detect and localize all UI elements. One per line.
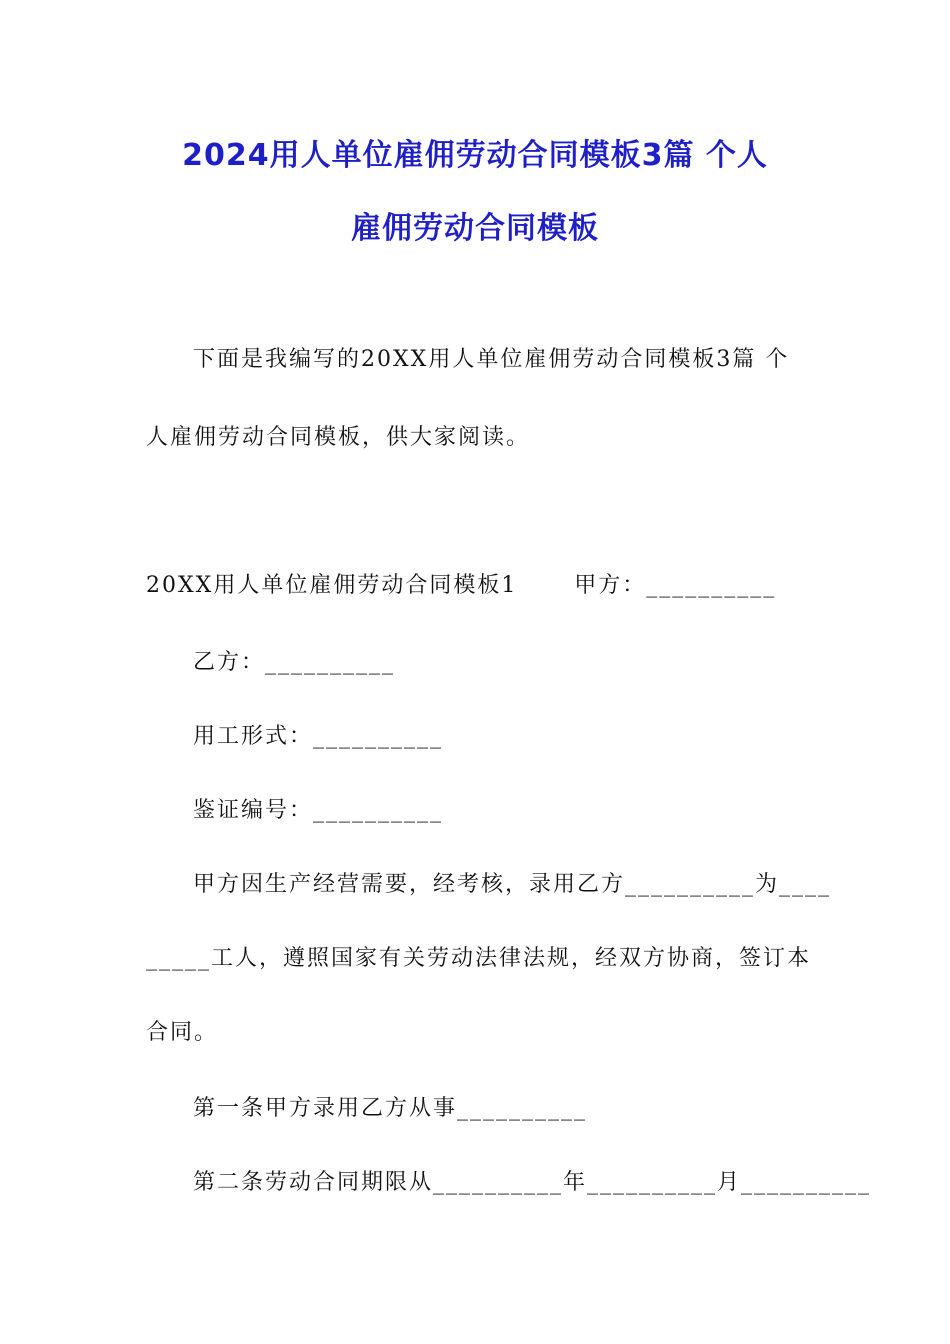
intro-line-1: 下面是我编写的20XX用人单位雇佣劳动合同模板3篇 个 — [193, 347, 790, 372]
paragraph-line-1: 甲方因生产经营需要，经考核，录用乙方__________为____ — [193, 872, 832, 897]
paragraph-line-2: _____工人，遵照国家有关劳动法律法规，经双方协商，签订本 — [146, 946, 812, 971]
document-title-line-2: 雇佣劳动合同模板 — [351, 211, 599, 246]
section-1-heading: 20XX用人单位雇佣劳动合同模板1 甲方：__________ — [146, 573, 777, 598]
document-title-line-1: 2024用人单位雇佣劳动合同模板3篇 个人 — [182, 138, 768, 173]
intro-line-2: 人雇佣劳动合同模板，供大家阅读。 — [146, 425, 531, 450]
paragraph-line-3: 合同。 — [146, 1020, 219, 1045]
article-1-line: 第一条甲方录用乙方从事__________ — [193, 1096, 588, 1121]
employment-form-line: 用工形式：__________ — [193, 724, 444, 749]
certification-number-line: 鉴证编号：__________ — [193, 798, 444, 823]
party-b-line: 乙方：__________ — [193, 650, 396, 675]
article-2-line: 第二条劳动合同期限从__________年__________月__________ — [193, 1170, 872, 1195]
